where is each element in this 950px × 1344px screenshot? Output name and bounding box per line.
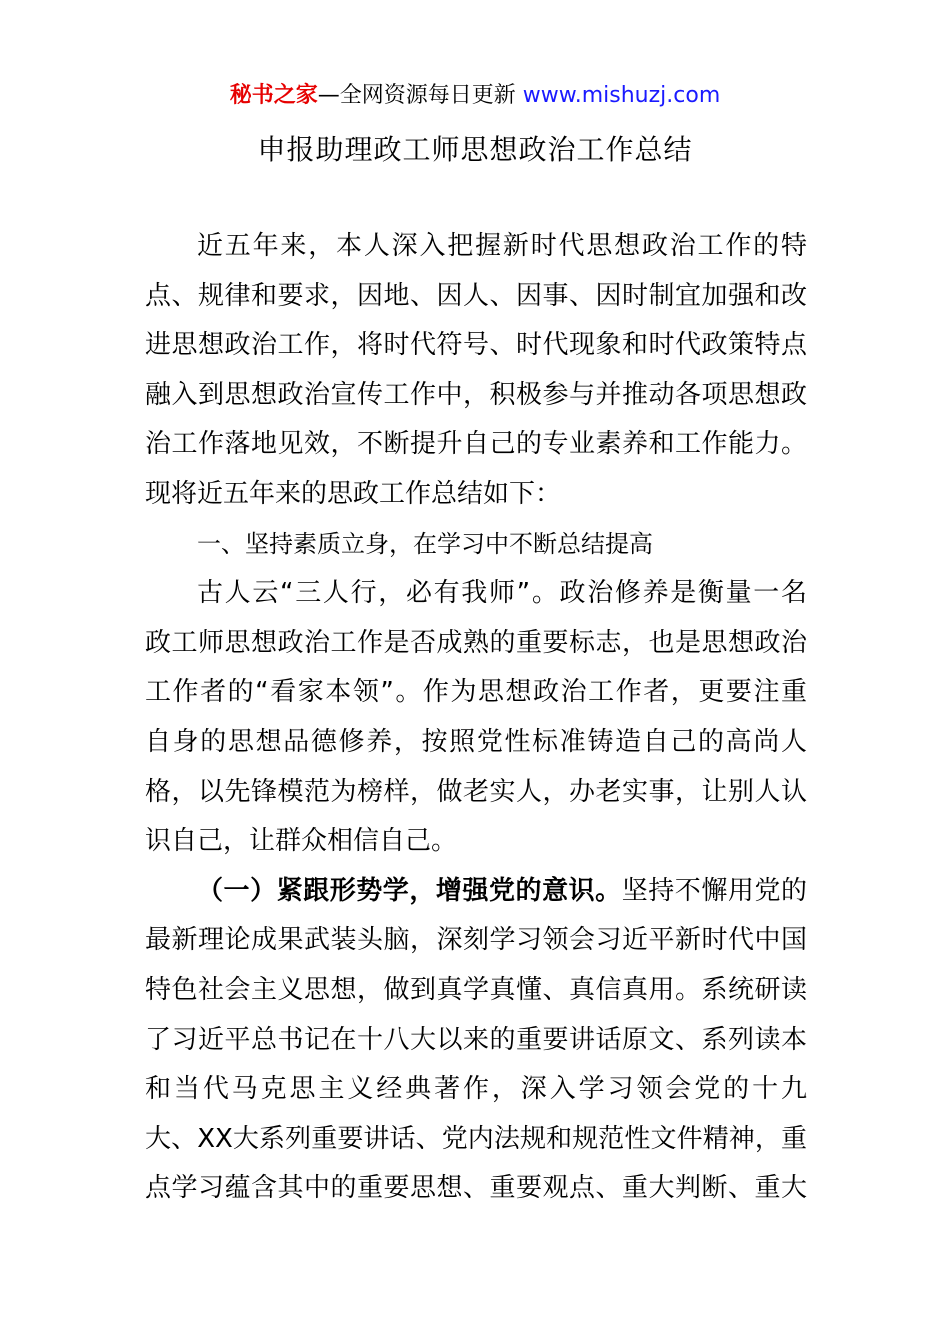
subheading-bold: （一）紧跟形势学，增强党的意识。 xyxy=(197,875,622,906)
paragraph-study-party xyxy=(145,867,807,1214)
paragraph-line: 融入到思想政治宣传工作中，积极参与并推动各项思想政 xyxy=(145,379,807,410)
site-tagline: —全网资源每日更新 xyxy=(317,83,523,108)
paragraph-text: 坚持不懈用党的 xyxy=(621,875,807,906)
paragraph-self-cultivation xyxy=(145,569,807,867)
paragraph-line: 自身的思想品德修养，按照党性标准铸造自己的高尚人 xyxy=(145,726,807,757)
paragraph-intro xyxy=(145,222,807,520)
paragraph-line: 和当代马克思主义经典著作，深入学习领会党的十九 xyxy=(145,1074,807,1105)
site-brand: 秘书之家 xyxy=(229,83,318,108)
paragraph-line: 点学习蕴含其中的重要思想、重要观点、重大判断、重大 xyxy=(145,1173,807,1204)
site-header xyxy=(0,80,950,112)
paragraph-line: 最新理论成果武装头脑，深刻学习领会习近平新时代中国 xyxy=(145,925,807,956)
paragraph-line: 格，以先锋模范为榜样，做老实人，办老实事，让别人认 xyxy=(145,776,807,807)
paragraph-line: 点、规律和要求，因地、因人、因事、因时制宜加强和改 xyxy=(145,280,807,311)
document-title: 申报助理政工师思想政治工作总结 xyxy=(257,133,693,166)
document-body xyxy=(145,222,807,1214)
paragraph-line: 工作者的“看家本领”。作为思想政治工作者，更要注重 xyxy=(145,677,807,708)
paragraph-line: 识自己，让群众相信自己。 xyxy=(145,826,458,857)
paragraph-line: 治工作落地见效，不断提升自己的专业素养和工作能力。 xyxy=(145,429,807,460)
paragraph-line: 古人云“三人行，必有我师”。政治修养是衡量一名 xyxy=(197,578,807,609)
site-url[interactable]: www.mishuzj.com xyxy=(522,83,721,108)
paragraph-line: 近五年来，本人深入把握新时代思想政治工作的特 xyxy=(197,231,807,261)
section-heading: 一、坚持素质立身，在学习中不断总结提高 xyxy=(197,529,653,558)
paragraph-line: 进思想政治工作，将时代符号、时代现象和时代政策特点 xyxy=(145,330,807,361)
paragraph-line: 了习近平总书记在十八大以来的重要讲话原文、系列读本 xyxy=(145,1024,807,1055)
paragraph-line: 大、XX大系列重要讲话、党内法规和规范性文件精神，重 xyxy=(145,1123,807,1154)
paragraph-line: 特色社会主义思想，做到真学真懂、真信真用。系统研读 xyxy=(145,974,807,1005)
paragraph-line xyxy=(145,867,807,917)
paragraph-line: 政工师思想政治工作是否成熟的重要标志，也是思想政治 xyxy=(145,627,807,658)
paragraph-line: 现将近五年来的思政工作总结如下： xyxy=(145,478,562,509)
